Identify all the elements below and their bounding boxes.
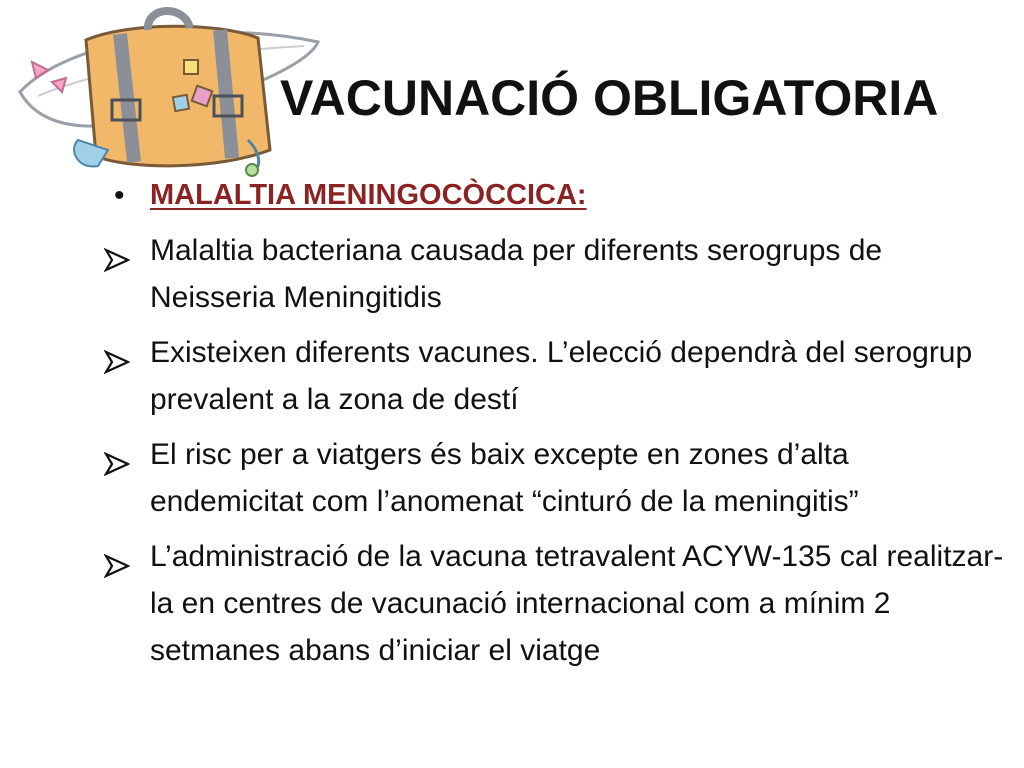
list-item-text: Malaltia bacteriana causada per diferents serogrups de Neisseria Meningitidis bbox=[150, 234, 883, 314]
list-item-text: Existeixen diferents vacunes. L’elecció dependrà del serogrup prevalent a la zona de destí bbox=[150, 336, 973, 416]
bullet-dot-icon: • bbox=[114, 179, 125, 212]
list-item-text: L’administració de la vacuna tetravalent ACYW-135 cal realitzar-la en centres de vacunació internacional com a mínim 2 setmanes abans d’iniciar el viatge bbox=[150, 540, 1004, 667]
list-item bbox=[104, 227, 1004, 321]
section-heading-row bbox=[104, 172, 1004, 219]
list-item bbox=[104, 533, 1004, 674]
arrowhead-bullet-icon bbox=[104, 533, 150, 592]
list-item bbox=[104, 431, 1004, 525]
list-item-text: El risc per a viatgers és baix excepte en zones d’alta endemicitat com l’anomenat “cinturó de la meningitis” bbox=[150, 438, 859, 518]
list-item bbox=[104, 329, 1004, 423]
arrowhead-bullet-icon bbox=[104, 227, 150, 286]
section-heading: MALALTIA MENINGOCÒCCICA: bbox=[150, 179, 587, 211]
arrowhead-bullet-icon bbox=[104, 329, 150, 388]
arrowhead-bullet-icon bbox=[104, 431, 150, 490]
page-title: VACUNACIÓ OBLIGATORIA bbox=[280, 70, 939, 126]
content-list bbox=[104, 172, 1004, 682]
